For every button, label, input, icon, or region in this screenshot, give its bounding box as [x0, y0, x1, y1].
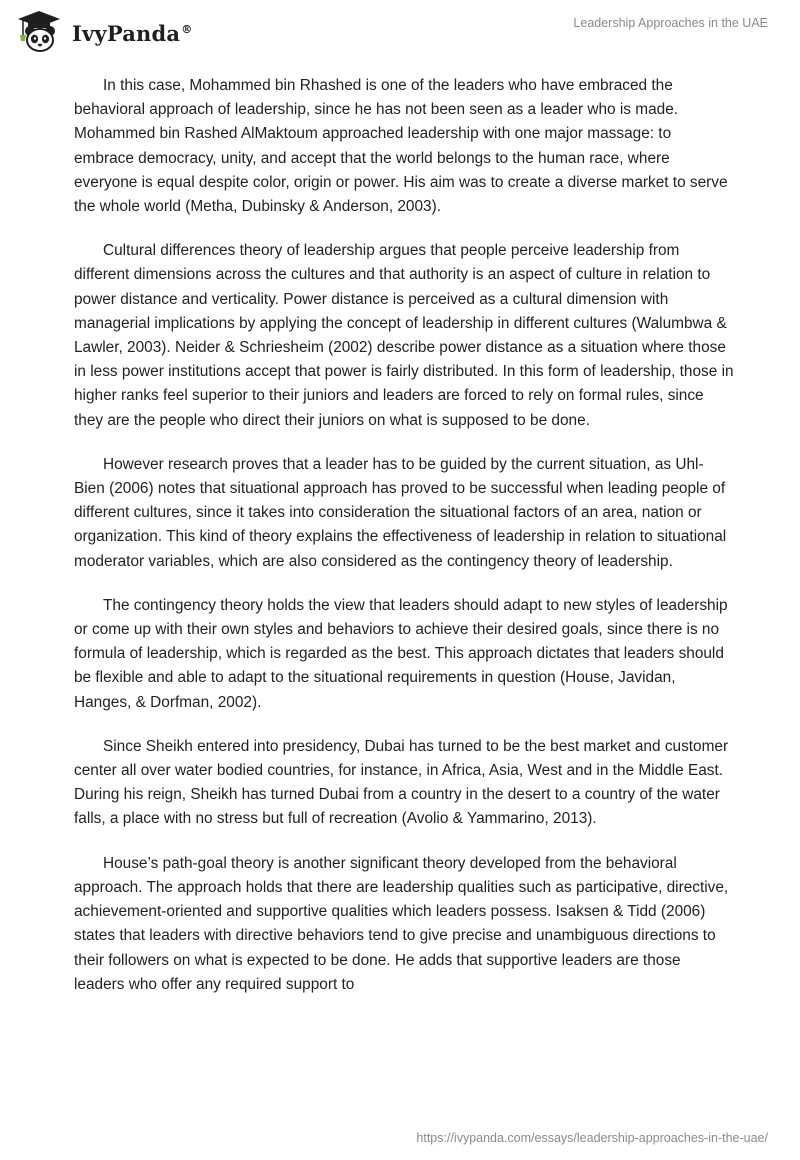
paragraph: The contingency theory holds the view that leaders should adapt to new styles of leadership or come up with their own styles and behaviors to achieve their desired goals, since there is no formula of leadership, which is regarded as the best. This approach dictates that leaders should be flexible and able to adapt to the situational requirements in question (House, Javidan, Hanges, & Dorfman, 2002).	[74, 596, 728, 711]
paragraph: House’s path-goal theory is another significant theory developed from the behavioral approach. The approach holds that there are leadership qualities such as participative, directive, achievement-oriented and supportive qualities which leaders possess. Isaksen & Tidd (2006) states that leaders with directive behaviors tend to give precise and unambiguous directions to their followers on what is expected to be done. He adds that supportive leaders are those leaders who offer any required support to	[74, 854, 729, 993]
panda-graduate-icon	[14, 9, 64, 53]
paragraph: Since Sheikh entered into presidency, Dubai has turned to be the best market and customer center all over water bodied countries, for instance, in Africa, Asia, West and in the Middle East. During his reign, Sheikh has turned Dubai from a country in the desert to a country of the water falls, a place with no stress but full of recreation (Avolio & Yammarino, 2013).	[74, 737, 729, 828]
brand-name	[72, 8, 192, 56]
source-url-link[interactable]: https://ivypanda.com/essays/leadership-approaches-in-the-uae/	[416, 1131, 768, 1145]
paragraph: Cultural differences theory of leadership argues that people perceive leadership from different dimensions across the cultures and that authority is an aspect of culture in relation to power distance and verticality. Power distance is perceived as a cultural dimension with managerial implications by applying the concept of leadership in different cultures (Walumbwa & Lawler, 2003). Neider & Schriesheim (2002) describe power distance as a situation where those in less power institutions accept that power is fairly distributed. In this form of leadership, those in higher ranks feel superior to their juniors and leaders are forced to rely on formal rules, since they are the people who direct their juniors on what is supposed to be done.	[74, 242, 734, 429]
brand-name-text: IvyPanda	[72, 21, 181, 46]
ivypanda-logo[interactable]	[14, 9, 192, 53]
page-header	[0, 0, 800, 60]
document-title: Leadership Approaches in the UAE	[573, 16, 768, 30]
paragraph: However research proves that a leader has to be guided by the current situation, as Uhl-Bien (2006) notes that situational approach has proved to be successful when leading people of different cultures, since it takes into consideration the situational factors of an area, nation or organization. This kind of theory explains the effectiveness of leadership in relation to situational moderator variables, which are also considered as the contingency theory of leadership.	[74, 455, 727, 570]
registered-mark: ®	[181, 23, 193, 36]
essay-body	[74, 74, 734, 1017]
paragraph: In this case, Mohammed bin Rhashed is one of the leaders who have embraced the behavioral approach of leadership, since he has not been seen as a leader who is made. Mohammed bin Rashed AlMaktoum approached leadership with one major massage: to embrace democracy, unity, and accept that the world belongs to the human race, where everyone is equal despite color, origin or power. His aim was to create a diverse market to serve the whole world (Metha, Dubinsky & Anderson, 2003).	[74, 77, 728, 216]
